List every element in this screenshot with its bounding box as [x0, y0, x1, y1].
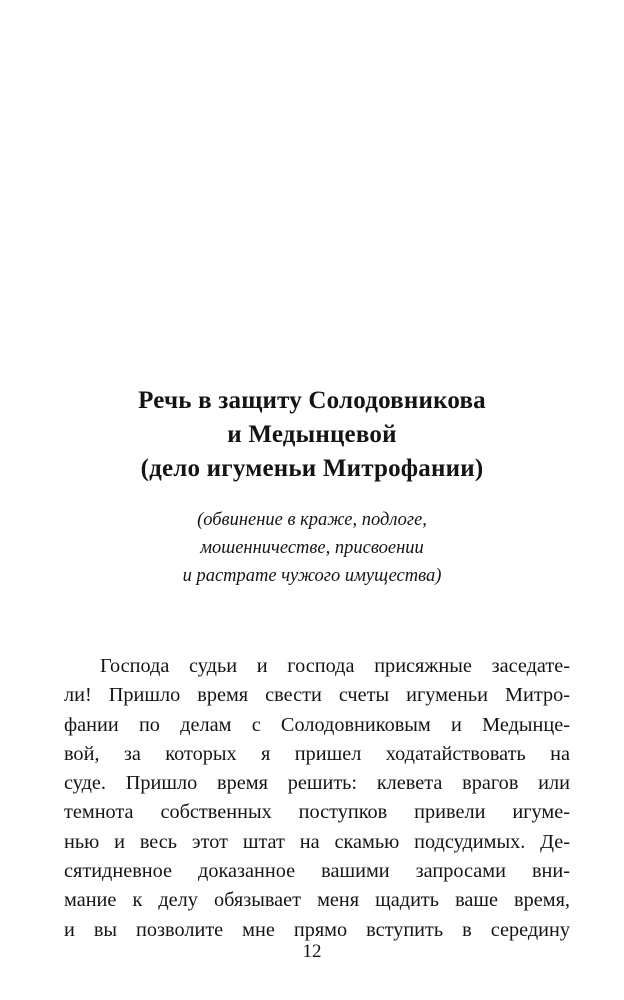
- subtitle-line: (обвинение в краже, подлоге,: [197, 510, 427, 530]
- subtitle-line: и растрате чужого имущества): [182, 566, 442, 586]
- chapter-subtitle: [0, 506, 624, 590]
- heading-line: Речь в защиту Солодовникова: [138, 387, 486, 414]
- body-line: нью и весь этот штат на скамью подсудимых. Де-: [64, 830, 570, 853]
- body-line: фании по делам с Солодовниковым и Медынце-: [64, 713, 570, 736]
- heading-line: и Медынцевой: [227, 421, 397, 448]
- body-line: вой, за которых я пришел ходатайствовать на: [64, 742, 570, 765]
- chapter-heading: [0, 384, 624, 486]
- body-line: сятидневное доказанное вашими запросами вни-: [64, 860, 570, 883]
- heading-line: (дело игуменьи Митрофании): [140, 455, 484, 482]
- body-line: ли! Пришло время свести счеты игуменьи Митро-: [64, 684, 570, 707]
- body-line: темнота собственных поступков привели игуме-: [64, 801, 570, 824]
- body-line: суде. Пришло время решить: клевета врагов или: [64, 772, 570, 795]
- body-line: и вы позволите мне прямо вступить в середину: [64, 918, 570, 941]
- subtitle-line: мошенничестве, присвоении: [200, 538, 424, 558]
- body-line: Господа судьи и господа присяжные заседате-: [100, 655, 570, 677]
- body-paragraph: [64, 652, 570, 945]
- body-line: мание к делу обязывает меня щадить ваше время,: [64, 889, 570, 912]
- page-number: 12: [302, 941, 322, 962]
